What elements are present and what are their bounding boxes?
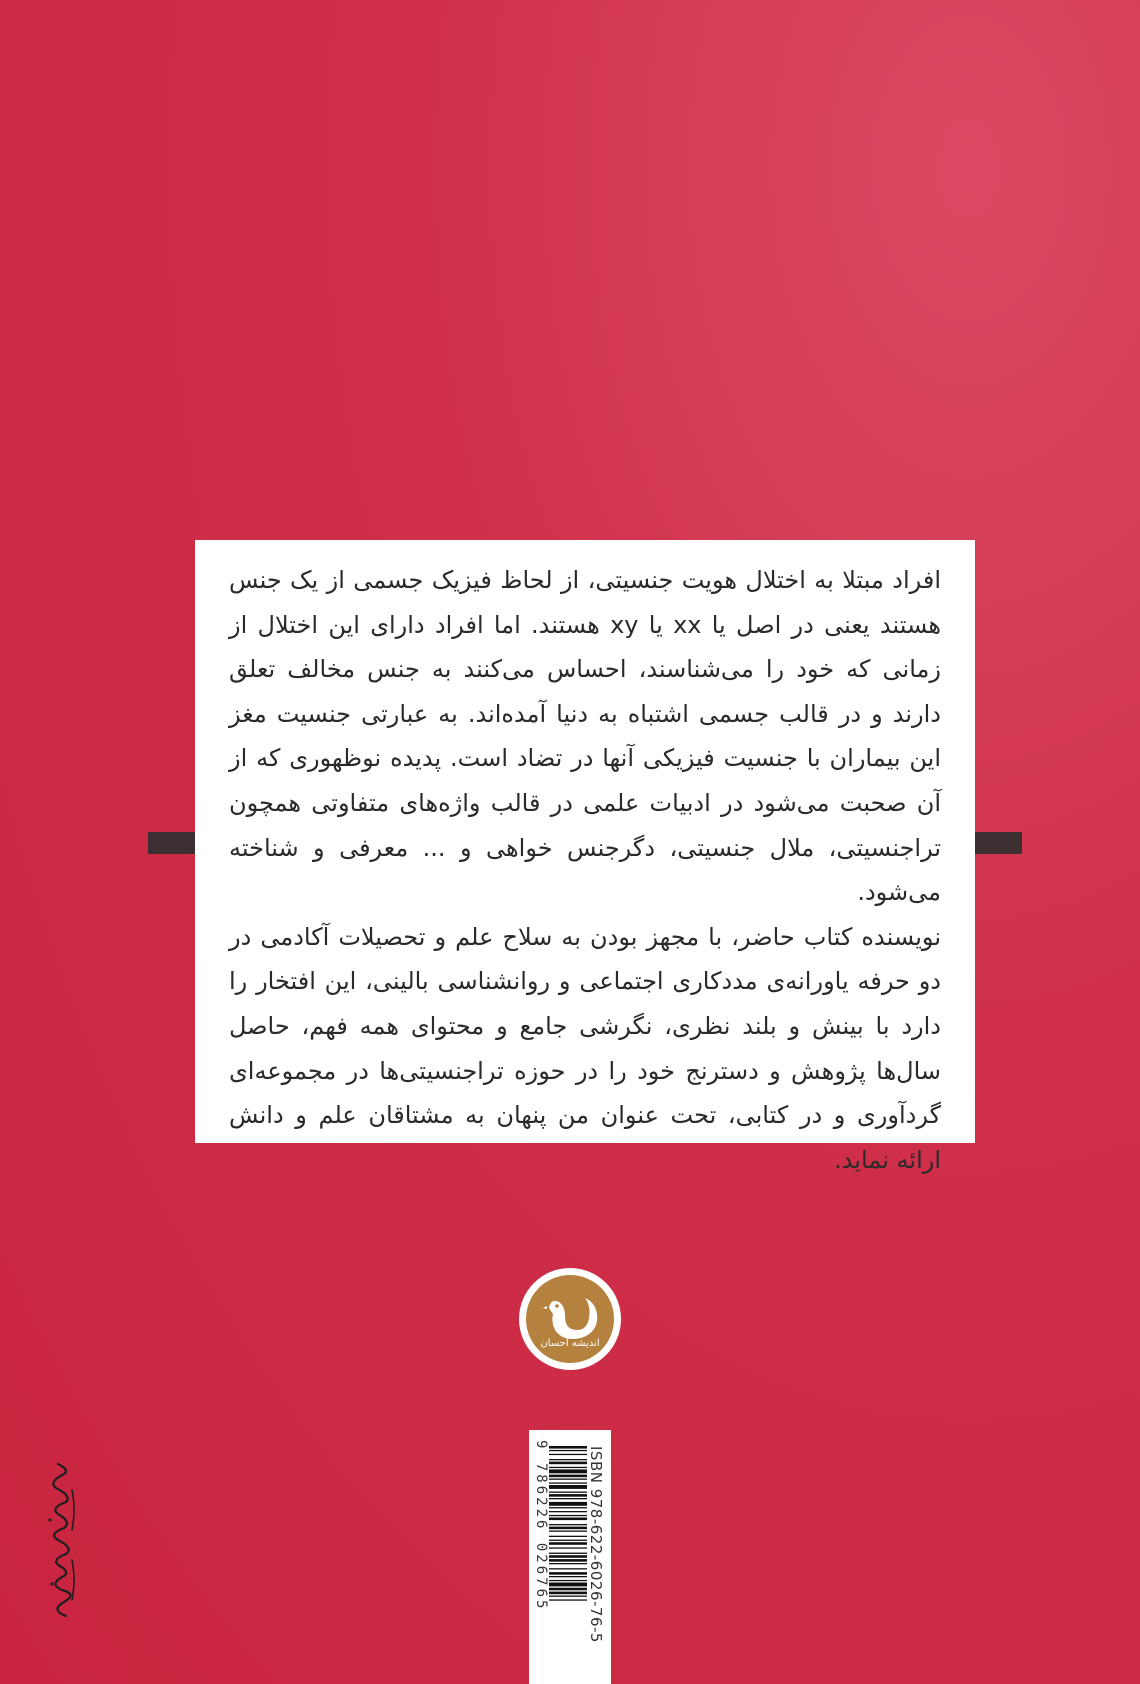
barcode-bar: [549, 1576, 587, 1577]
barcode-bar: [549, 1454, 587, 1455]
barcode-bar: [549, 1467, 587, 1468]
barcode-box: [529, 1430, 611, 1684]
barcode-bar: [549, 1511, 587, 1512]
barcode-bar: [549, 1563, 587, 1564]
barcode-bar: [549, 1459, 587, 1460]
handwritten-signature: [40, 1460, 80, 1620]
blurb-box: [195, 540, 975, 1174]
blurb-paragraph-2: نویسنده کتاب حاضر، با مجهز بودن به سلاح علم و تحصیلات آکادمی در دو حرفه یاورانه‌ی مددکاری اجتماعی و روانشناسی بالینی، این افتخار را دارد با بینش و بلند نظری، نگرشی جامع و محتوای همه فهم، حاصل سال‌ها پژوهش و دسترنج خود را در حوزه تراجنسیتی‌ها در مجموعه‌ای گردآوری و در کتابی، تحت عنوان من پنهان به مشتاقان علم و دانش ارائه نماید.: [229, 922, 941, 1174]
barcode-bar: [549, 1540, 587, 1541]
bird-icon: [519, 1268, 621, 1370]
barcode-bar: [549, 1531, 587, 1532]
barcode-bar: [549, 1507, 587, 1508]
barcode-bar: [549, 1547, 587, 1548]
barcode-bar: [549, 1583, 587, 1587]
barcode-bar: [549, 1568, 587, 1569]
barcode-bar: [549, 1502, 587, 1506]
barcode-bar: [549, 1485, 587, 1489]
barcode-bar: [549, 1469, 587, 1473]
barcode-bars: [549, 1446, 587, 1670]
barcode-bar: [549, 1536, 587, 1537]
barcode-bar: [549, 1588, 587, 1591]
barcode-bar: [549, 1524, 587, 1525]
barcode-bar: [549, 1482, 587, 1483]
barcode-bar: [549, 1498, 587, 1499]
barcode-rotated: [529, 1430, 611, 1684]
barcode-bar: [549, 1518, 587, 1521]
barcode-bar: [549, 1596, 587, 1597]
barcode-bar: [549, 1492, 587, 1493]
barcode-bar: [549, 1599, 587, 1600]
barcode-bar: [549, 1450, 587, 1451]
barcode-bar: [549, 1446, 587, 1449]
blurb-paragraph-1: افراد مبتلا به اختلال هویت جنسیتی، از لحاظ فیزیک جسمی از یک جنس هستند یعنی در اصل یا xx یا xy هستند. اما افراد دارای این اختلال از زمانی که خود را می‌شناسند، احساس می‌کنند به جنس مخالف تعلق دارند و در قالب جسمی اشتباه به دنیا آمده‌اند. به عبارتی جنسیت مغز این بیماران با جنسیت فیزیکی آنها در تضاد است. پدیده نوظهوری که از آن صحبت می‌شود در ادبیات علمی در قالب واژه‌های متفاوتی همچون تراجنسیتی، ملال جنسیتی، دگرجنس خواهی و ... معرفی و شناخته می‌شود.: [229, 566, 942, 907]
barcode-bar: [549, 1527, 587, 1530]
barcode-bar: [549, 1475, 587, 1478]
barcode-bar: [549, 1542, 587, 1545]
barcode-bar: [549, 1515, 587, 1516]
barcode-digits: 9 786226 026765: [533, 1440, 549, 1612]
blurb-text: [229, 558, 941, 1182]
barcode-bar: [549, 1592, 587, 1595]
barcode-bar: [549, 1479, 587, 1480]
isbn-label: ISBN 978-622-6026-76-5: [587, 1446, 605, 1643]
barcode-bar: [549, 1555, 587, 1558]
publisher-logo: [519, 1268, 621, 1370]
publisher-name: اندیشه احسان: [540, 1338, 600, 1349]
barcode-bar: [549, 1494, 587, 1497]
barcode-bar: [549, 1462, 587, 1465]
signature-graphic: [40, 1460, 80, 1620]
barcode-bar: [549, 1580, 587, 1581]
barcode-bar: [549, 1553, 587, 1554]
barcode-bar: [549, 1572, 587, 1575]
barcode-bar: [549, 1559, 587, 1562]
